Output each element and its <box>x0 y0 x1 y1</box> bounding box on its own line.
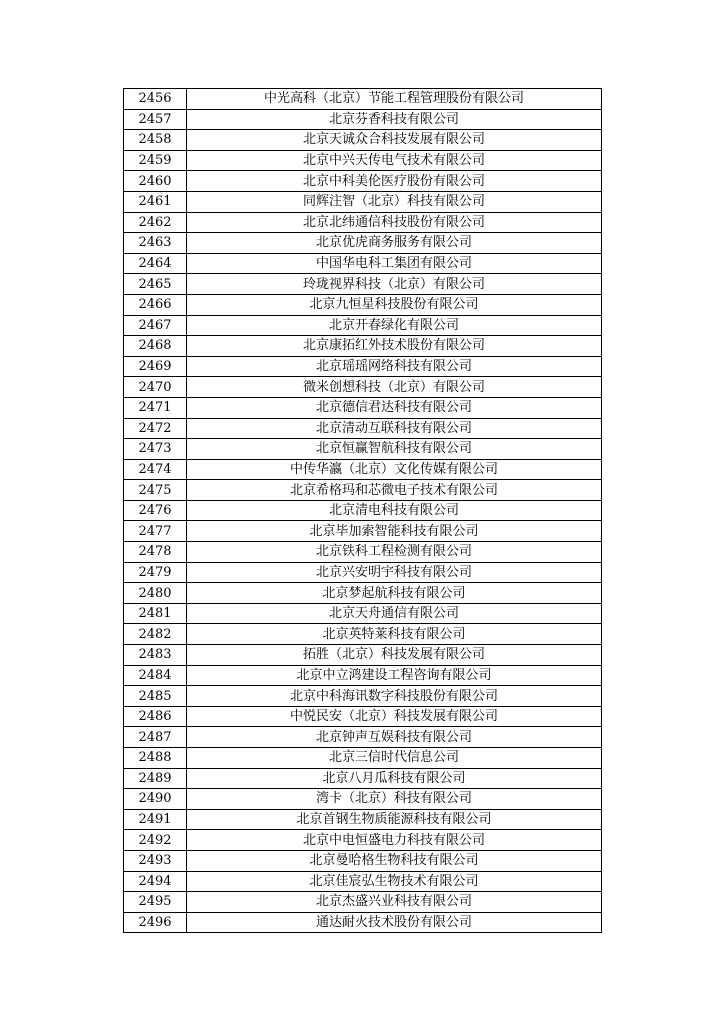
table-row <box>124 171 602 192</box>
row-number: 2496 <box>124 912 187 933</box>
row-number: 2456 <box>124 89 187 110</box>
company-name: 北京曼哈格生物科技有限公司 <box>187 850 602 871</box>
table-row <box>124 377 602 398</box>
row-number: 2459 <box>124 150 187 171</box>
company-name: 北京中电恒盛电力科技有限公司 <box>187 830 602 851</box>
company-name: 北京中兴天传电气技术有限公司 <box>187 150 602 171</box>
company-name: 北京芬香科技有限公司 <box>187 109 602 130</box>
row-number: 2462 <box>124 212 187 233</box>
table-row <box>124 706 602 727</box>
company-name: 微米创想科技（北京）有限公司 <box>187 377 602 398</box>
table-row <box>124 191 602 212</box>
company-name: 北京开春绿化有限公司 <box>187 315 602 336</box>
table-row <box>124 542 602 563</box>
row-number: 2485 <box>124 686 187 707</box>
company-name: 北京中科海讯数字科技股份有限公司 <box>187 686 602 707</box>
company-name: 中光高科（北京）节能工程管理股份有限公司 <box>187 89 602 110</box>
table-row <box>124 562 602 583</box>
row-number: 2470 <box>124 377 187 398</box>
table-row <box>124 748 602 769</box>
row-number: 2474 <box>124 459 187 480</box>
company-name: 北京钟声互娱科技有限公司 <box>187 727 602 748</box>
row-number: 2475 <box>124 480 187 501</box>
table-row <box>124 624 602 645</box>
company-name: 通达耐火技术股份有限公司 <box>187 912 602 933</box>
table-row <box>124 892 602 913</box>
table-row <box>124 274 602 295</box>
row-number: 2473 <box>124 439 187 460</box>
table-row <box>124 253 602 274</box>
row-number: 2483 <box>124 645 187 666</box>
row-number: 2478 <box>124 542 187 563</box>
company-name: 北京康拓红外技术股份有限公司 <box>187 336 602 357</box>
table-row <box>124 521 602 542</box>
table-row <box>124 583 602 604</box>
row-number: 2476 <box>124 500 187 521</box>
row-number: 2488 <box>124 748 187 769</box>
company-name: 北京梦起航科技有限公司 <box>187 583 602 604</box>
table-row <box>124 686 602 707</box>
row-number: 2491 <box>124 809 187 830</box>
row-number: 2463 <box>124 233 187 254</box>
document-sheet <box>123 88 601 933</box>
company-name: 中传华瀛（北京）文化传媒有限公司 <box>187 459 602 480</box>
row-number: 2480 <box>124 583 187 604</box>
company-name: 北京中科美伦医疗股份有限公司 <box>187 171 602 192</box>
row-number: 2468 <box>124 336 187 357</box>
table-row <box>124 727 602 748</box>
table-row <box>124 871 602 892</box>
table-row <box>124 418 602 439</box>
table-row <box>124 130 602 151</box>
table-row <box>124 356 602 377</box>
row-number: 2471 <box>124 397 187 418</box>
company-name: 湾卡（北京）科技有限公司 <box>187 789 602 810</box>
company-name: 中国华电科工集团有限公司 <box>187 253 602 274</box>
row-number: 2484 <box>124 665 187 686</box>
company-name: 北京德信君达科技有限公司 <box>187 397 602 418</box>
company-name: 北京天诚众合科技发展有限公司 <box>187 130 602 151</box>
company-name: 北京瑶瑶网络科技有限公司 <box>187 356 602 377</box>
row-number: 2458 <box>124 130 187 151</box>
row-number: 2492 <box>124 830 187 851</box>
row-number: 2461 <box>124 191 187 212</box>
table-row <box>124 912 602 933</box>
table-row <box>124 665 602 686</box>
row-number: 2486 <box>124 706 187 727</box>
table-row <box>124 500 602 521</box>
row-number: 2465 <box>124 274 187 295</box>
row-number: 2467 <box>124 315 187 336</box>
company-name: 北京毕加索智能科技有限公司 <box>187 521 602 542</box>
table-row <box>124 109 602 130</box>
company-name: 玲珑视界科技（北京）有限公司 <box>187 274 602 295</box>
table-row <box>124 439 602 460</box>
company-name: 拓胜（北京）科技发展有限公司 <box>187 645 602 666</box>
company-name: 北京八月瓜科技有限公司 <box>187 768 602 789</box>
company-name: 北京佳宸弘生物技术有限公司 <box>187 871 602 892</box>
row-number: 2495 <box>124 892 187 913</box>
table-row <box>124 645 602 666</box>
table-row <box>124 768 602 789</box>
table-row <box>124 150 602 171</box>
row-number: 2482 <box>124 624 187 645</box>
company-name: 北京天舟通信有限公司 <box>187 603 602 624</box>
company-name: 北京恒赢智航科技有限公司 <box>187 439 602 460</box>
company-name: 北京英特莱科技有限公司 <box>187 624 602 645</box>
company-name: 北京首钢生物质能源科技有限公司 <box>187 809 602 830</box>
table-row <box>124 603 602 624</box>
row-number: 2477 <box>124 521 187 542</box>
company-name: 北京清动互联科技有限公司 <box>187 418 602 439</box>
row-number: 2479 <box>124 562 187 583</box>
company-name: 北京兴安明宇科技有限公司 <box>187 562 602 583</box>
table-row <box>124 850 602 871</box>
company-name: 北京三信时代信息公司 <box>187 748 602 769</box>
company-name: 北京中立鸿建设工程咨询有限公司 <box>187 665 602 686</box>
row-number: 2493 <box>124 850 187 871</box>
row-number: 2457 <box>124 109 187 130</box>
company-name: 同辉注智（北京）科技有限公司 <box>187 191 602 212</box>
company-name: 北京九恒星科技股份有限公司 <box>187 294 602 315</box>
table-row <box>124 397 602 418</box>
table-row <box>124 789 602 810</box>
row-number: 2487 <box>124 727 187 748</box>
table-row <box>124 315 602 336</box>
company-name: 北京铁科工程检测有限公司 <box>187 542 602 563</box>
company-name: 北京希格玛和芯微电子技术有限公司 <box>187 480 602 501</box>
row-number: 2494 <box>124 871 187 892</box>
table-row <box>124 459 602 480</box>
company-name: 北京杰盛兴业科技有限公司 <box>187 892 602 913</box>
row-number: 2472 <box>124 418 187 439</box>
table-row <box>124 809 602 830</box>
row-number: 2460 <box>124 171 187 192</box>
table-row <box>124 212 602 233</box>
row-number: 2469 <box>124 356 187 377</box>
table-row <box>124 233 602 254</box>
table-row <box>124 294 602 315</box>
table-row <box>124 480 602 501</box>
table-row <box>124 89 602 110</box>
company-name: 北京清电科技有限公司 <box>187 500 602 521</box>
company-table <box>123 88 602 933</box>
row-number: 2464 <box>124 253 187 274</box>
table-body <box>124 89 602 933</box>
row-number: 2490 <box>124 789 187 810</box>
table-row <box>124 830 602 851</box>
row-number: 2466 <box>124 294 187 315</box>
row-number: 2489 <box>124 768 187 789</box>
company-name: 北京优虎商务服务有限公司 <box>187 233 602 254</box>
company-name: 北京北纬通信科技股份有限公司 <box>187 212 602 233</box>
row-number: 2481 <box>124 603 187 624</box>
company-name: 中悦民安（北京）科技发展有限公司 <box>187 706 602 727</box>
table-row <box>124 336 602 357</box>
